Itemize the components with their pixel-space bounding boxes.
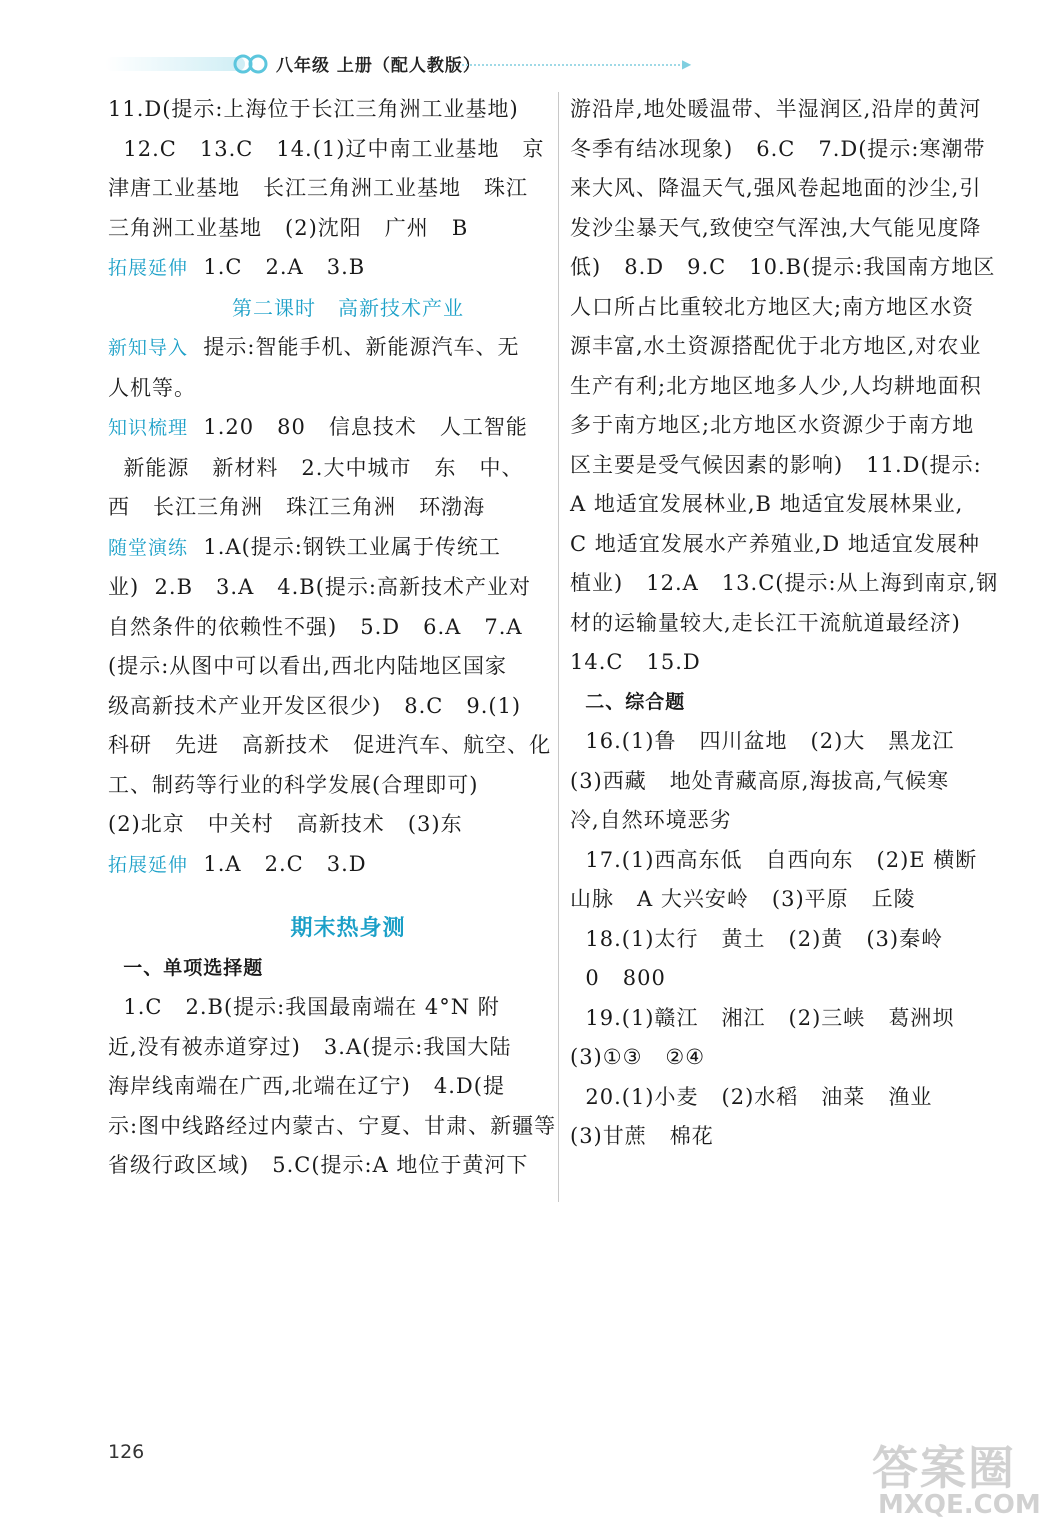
section-heading: 二、综合题 — [570, 690, 686, 713]
answer-line: 19.(1)赣江 湘江 (2)三峡 葛洲坝 — [570, 1005, 955, 1030]
answer-line: 0 800 — [570, 966, 666, 990]
section-label: 拓展延伸 — [108, 853, 189, 876]
section-label: 随堂演练 — [108, 536, 189, 559]
answer-line: 科研 先进 高新技术 促进汽车、航空、化 — [108, 733, 552, 757]
answer-line: 11.D(提示:上海位于长江三角洲工业基地) — [108, 97, 519, 121]
answer-line: 海岸线南端在广西,北端在辽宁) 4.D(提 — [108, 1074, 505, 1098]
answer-line: 西 长江三角洲 珠江三角洲 环渤海 — [108, 495, 486, 519]
answer-line: (2)北京 中关村 高新技术 (3)东 — [108, 812, 463, 836]
answer-line: 多于南方地区;北方地区水资源少于南方地 — [570, 413, 975, 437]
answer-line: 示:图中线路经过内蒙古、宁夏、甘肃、新疆等 — [108, 1113, 557, 1138]
page-number: 126 — [108, 1441, 145, 1463]
answer-line: 18.(1)太行 黄土 (2)黄 (3)秦岭 — [570, 926, 944, 951]
answer-line: 20.(1)小麦 (2)水稻 油菜 渔业 — [570, 1084, 933, 1109]
answer-line: 级高新技术产业开发区很少) 8.C 9.(1) — [108, 693, 522, 718]
answer-line: (提示:从图中可以看出,西北内陆地区国家 — [108, 654, 507, 678]
watermark — [872, 1432, 1041, 1528]
watermark-url: MXQE.COM — [878, 1490, 1041, 1520]
column-divider — [558, 92, 559, 1202]
answer-line: (3)甘蔗 棉花 — [570, 1124, 714, 1148]
right-column — [570, 90, 1000, 1157]
answer-line: 材的运输量较大,走长江干流航道最经济) — [570, 610, 961, 635]
answer-text: 1.A(提示:钢铁工业属于传统工 — [188, 534, 501, 559]
labeled-answer-line — [108, 248, 548, 289]
page-header — [0, 48, 1054, 78]
answer-line: 12.C 13.C 14.(1)辽中南工业基地 京 — [108, 136, 545, 161]
lesson-title: 第二课时 高新技术产业 — [231, 295, 465, 320]
answer-line: 新能源 新材料 2.大中城市 东 中、 — [108, 455, 524, 480]
section-label: 知识梳理 — [108, 417, 189, 439]
labeled-answer-line — [108, 528, 548, 569]
answer-line: 山脉 A 大兴安岭 (3)平原 丘陵 — [570, 887, 916, 911]
answer-line: 区主要是受气候因素的影响) 11.D(提示: — [570, 452, 982, 477]
answer-line: 人机等。 — [108, 375, 196, 400]
header-arrow-icon: ▶ — [682, 57, 692, 71]
answer-line: 人口所占比重较北方地区大;南方地区水资 — [570, 294, 975, 319]
answer-line: (3)①③ ②④ — [570, 1045, 706, 1069]
answer-line: 发沙尘暴天气,致使空气浑浊,大气能见度降 — [570, 215, 982, 240]
answer-line: 17.(1)西高东低 自西向东 (2)E 横断 — [570, 847, 978, 872]
left-column — [108, 90, 557, 1186]
watermark-text: 答案圈 — [872, 1441, 1016, 1495]
answer-text: 提示:智能手机、新能源汽车、无 — [188, 335, 520, 359]
answer-line: 植业) 12.A 13.C(提示:从上海到南京,钢 — [570, 571, 999, 595]
answer-line: A 地适宜发展林业,B 地适宜发展林果业, — [570, 492, 964, 516]
answer-line: 冷,自然环境恶劣 — [570, 808, 732, 832]
answer-line: 游沿岸,地处暖温带、半湿润区,沿岸的黄河 — [570, 97, 982, 121]
answer-line: 省级行政区域) 5.C(提示:A 地位于黄河下 — [108, 1153, 529, 1177]
answer-line: (3)西藏 地处青藏高原,海拔高,气候寒 — [570, 768, 950, 793]
header-rings-icon — [232, 54, 272, 74]
answer-line: C 地适宜发展水产养殖业,D 地适宜发展种 — [570, 531, 980, 556]
answer-line: 1.C 2.B(提示:我国最南端在 4°N 附 — [108, 995, 500, 1019]
exam-title: 期末热身测 — [290, 916, 406, 941]
section-heading: 一、单项选择题 — [108, 956, 264, 979]
answer-line: 来大风、降温天气,强风卷起地面的沙尘,引 — [570, 176, 982, 200]
answer-line: 源丰富,水土资源搭配优于北方地区,对农业 — [570, 334, 982, 358]
header-dotted-rule — [462, 64, 684, 66]
answer-text: 1.20 80 信息技术 人工智能 — [188, 415, 528, 439]
spacer — [108, 885, 548, 909]
header-decoration-bar — [105, 57, 245, 71]
answer-line: 生产有利;北方地区地多人少,人均耕地面积 — [570, 373, 982, 398]
answer-line: 14.C 15.D — [570, 650, 701, 674]
section-label: 拓展延伸 — [108, 257, 189, 279]
answer-line: 业) 2.B 3.A 4.B(提示:高新技术产业对 — [108, 575, 532, 599]
answer-line: 冬季有结冰现象) 6.C 7.D(提示:寒潮带 — [570, 136, 986, 161]
labeled-answer-line — [108, 845, 548, 886]
answer-line: 近,没有被赤道穿过) 3.A(提示:我国大陆 — [108, 1034, 512, 1059]
answer-line: 三角洲工业基地 (2)沈阳 广州 B — [108, 215, 469, 240]
answer-text: 1.C 2.A 3.B — [188, 255, 366, 279]
section-label: 新知导入 — [108, 337, 189, 359]
answer-line: 工、制药等行业的科学发展(合理即可) — [108, 772, 479, 797]
labeled-answer-line — [108, 408, 548, 449]
header-title: 八年级 上册（配人教版） — [276, 56, 481, 76]
answer-line: 低) 8.D 9.C 10.B(提示:我国南方地区 — [570, 255, 996, 279]
labeled-answer-line — [108, 328, 548, 369]
answer-line: 自然条件的依赖性不强) 5.D 6.A 7.A — [108, 614, 523, 639]
answer-text: 1.A 2.C 3.D — [188, 851, 367, 876]
answer-line: 16.(1)鲁 四川盆地 (2)大 黑龙江 — [570, 729, 955, 753]
answer-line: 津唐工业基地 长江三角洲工业基地 珠江 — [108, 176, 529, 200]
